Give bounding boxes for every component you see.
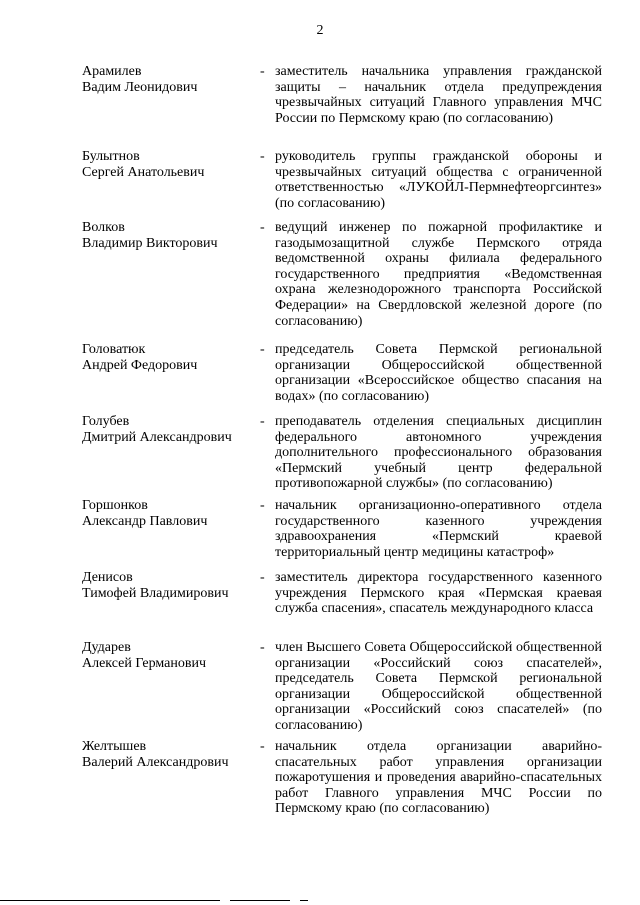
member-name: [82, 342, 257, 373]
member-name: [82, 570, 257, 601]
member-given-name: Александр Павлович: [82, 513, 208, 529]
scan-edge-line: [230, 900, 290, 901]
member-surname: Денисов: [82, 570, 133, 585]
member-given-name: Дмитрий Александрович: [82, 429, 232, 445]
member-position: начальник организационно-оперативного отдела государственного казенного учреждения здравоохранения «Пермский краевой территориальный центр медицины катастроф»: [275, 498, 602, 560]
member-surname: Желтышев: [82, 739, 147, 754]
member-position: заместитель начальника управления гражданской защиты – начальник отдела предупреждения чрезвычайных ситуаций Главного управления МЧС России по Пермскому краю (по согласованию): [275, 64, 602, 126]
member-name: [82, 414, 257, 445]
member-name: [82, 640, 257, 671]
member-surname: Дударев: [82, 640, 131, 655]
member-name: [82, 64, 257, 95]
member-position: преподаватель отделения специальных дисциплин федерального автономного учреждения дополнительного профессионального образования «Пермский учебный центр федеральной противопожарной службы» (по согласованию): [275, 414, 602, 492]
scan-edge-line: [0, 900, 220, 901]
member-given-name: Вадим Леонидович: [82, 79, 198, 95]
member-surname: Горшонков: [82, 498, 148, 513]
dash-separator: -: [260, 498, 265, 513]
dash-separator: -: [260, 149, 265, 164]
member-surname: Арамилев: [82, 64, 142, 79]
member-name: [82, 149, 257, 180]
member-position: ведущий инженер по пожарной профилактике и газодымозащитной службе Пермского отряда ведомственной охраны филиала федерального государственного предприятия «Ведомственная охрана железнодорожного транспорта Российской Федерации» на Свердловской железной дороге (по согласованию): [275, 220, 602, 329]
member-given-name: Сергей Анатольевич: [82, 164, 205, 180]
dash-separator: -: [260, 414, 265, 429]
member-position: член Высшего Совета Общероссийской общественной организации «Российский союз спасателей», председатель Совета Пермской региональной организации Общероссийской общественной организации «Российский союз спасателей» (по согласованию): [275, 640, 602, 733]
member-given-name: Тимофей Владимирович: [82, 585, 229, 601]
member-position: заместитель директора государственного казенного учреждения Пермского края «Пермская краевая служба спасения», спасатель международного класса: [275, 570, 602, 617]
member-position: начальник отдела организации аварийно-спасательных работ управления организации пожаротушения и проведения аварийно-спасательных работ Главного управления МЧС России по Пермскому краю (по согласованию): [275, 739, 602, 817]
scan-edge-line: [300, 900, 308, 901]
dash-separator: -: [260, 640, 265, 655]
page-number: 2: [316, 23, 324, 38]
member-surname: Булытнов: [82, 149, 140, 164]
member-surname: Волков: [82, 220, 125, 235]
member-given-name: Андрей Федорович: [82, 357, 198, 373]
member-name: [82, 220, 257, 251]
member-position: руководитель группы гражданской обороны и чрезвычайных ситуаций общества с ограниченной ответственностью «ЛУКОЙЛ-Пермнефтеоргсинтез» (по согласованию): [275, 149, 602, 211]
dash-separator: -: [260, 739, 265, 754]
member-given-name: Валерий Александрович: [82, 754, 229, 770]
member-name: [82, 739, 257, 770]
member-surname: Головатюк: [82, 342, 146, 357]
member-given-name: Алексей Германович: [82, 655, 206, 671]
dash-separator: -: [260, 220, 265, 235]
member-surname: Голубев: [82, 414, 130, 429]
member-name: [82, 498, 257, 529]
member-given-name: Владимир Викторович: [82, 235, 218, 251]
member-position: председатель Совета Пермской региональной организации Общероссийской общественной организации «Всероссийское общество спасания на водах» (по согласованию): [275, 342, 602, 404]
dash-separator: -: [260, 64, 265, 79]
dash-separator: -: [260, 570, 265, 585]
dash-separator: -: [260, 342, 265, 357]
